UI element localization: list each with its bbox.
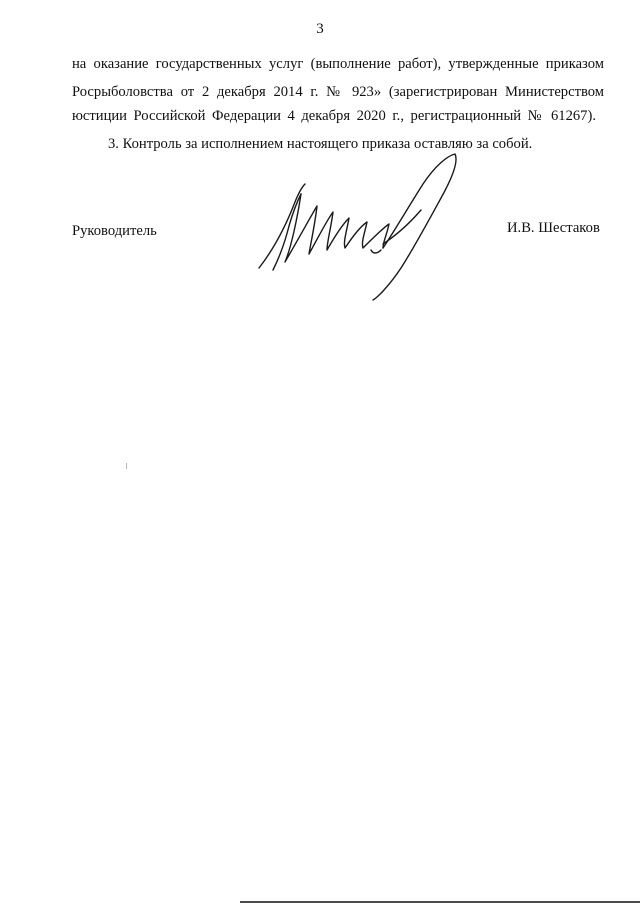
body-paragraph-3: 3. Контроль за исполнением настоящего приказа оставляю за собой. <box>108 136 533 152</box>
scan-speck <box>126 463 127 469</box>
body-line-3: юстиции Российской Федерации 4 декабря 2020 г., регистрационный № 61267). <box>72 108 596 124</box>
page-number: 3 <box>316 21 324 37</box>
body-line-2: Росрыболовства от 2 декабря 2014 г. № 923» (зарегистрирован Министерством <box>72 84 604 100</box>
signatory-role: Руководитель <box>72 223 157 239</box>
signature-icon <box>255 150 475 305</box>
body-line-1: на оказание государственных услуг (выполнение работ), утвержденные приказом <box>72 56 604 72</box>
scan-edge-line <box>240 901 640 903</box>
signatory-name: И.В. Шестаков <box>507 220 600 236</box>
